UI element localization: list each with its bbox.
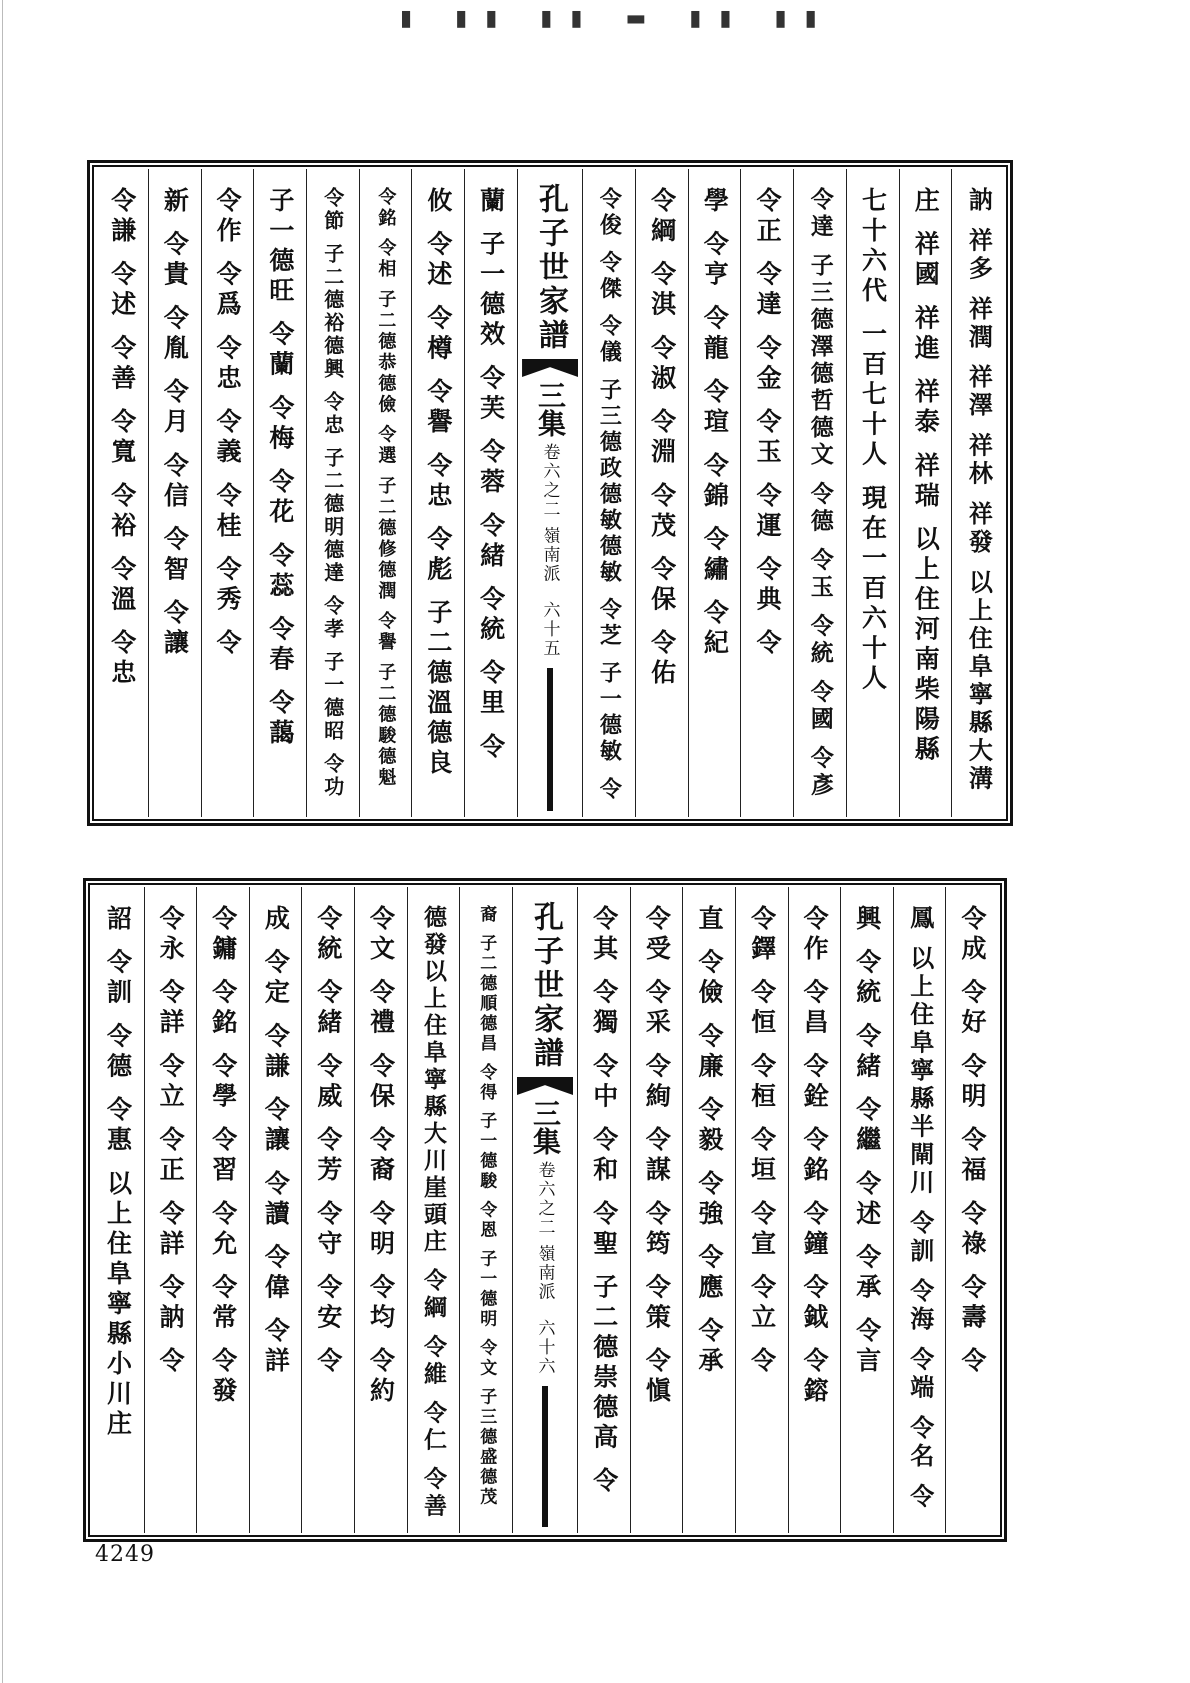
center-fold-column [512,887,578,1533]
column-text: 德發以上住阜寧縣大川崖頭庄 令綱 令維 令仁 令善 [420,905,447,1521]
text-column [635,169,688,817]
text-column [196,887,249,1533]
book-title: 孔子世家譜 [528,901,563,1071]
text-column [846,169,899,817]
text-column [688,169,741,817]
text-column [201,169,254,817]
text-column [735,887,788,1533]
juan-label: 卷六之二 嶺南派 [534,1161,555,1302]
volume-label: 三集 [534,381,568,437]
text-column [92,887,144,1533]
text-column [359,169,412,817]
column-text: 令受 令采 令絢 令謀 令筠 令策 令愼 [642,905,672,1408]
column-text: 訥 祥多 祥潤 祥澤 祥林 祥發 以上住阜寧縣大溝 [964,187,994,794]
text-column [144,887,197,1533]
column-text: 直 令儉 令廉 令毅 令強 令應 令承 [694,905,724,1378]
text-column [740,169,793,817]
column-text: 蘭 子一德效 令芙 令蓉 令緒 令統 令里 令 [476,187,506,763]
column-text: 令綱 令淇 令淑 令淵 令茂 令保 令佑 [647,187,677,690]
column-text: 興 令統 令緒 令繼 令述 令承 令言 [852,905,882,1378]
column-text: 令銘 令相 子二德恭德儉 令選 子二德修德潤 令譽 子二德駿德魁 [375,187,397,789]
text-column [582,169,635,817]
book-title: 孔子世家譜 [533,183,569,353]
column-text: 詔 令訓 令德 令惠 以上住阜寧縣小川庄 [103,905,133,1440]
column-text: 令其 令獨 令中 令和 令聖 子二德崇德高 令 [589,905,619,1498]
column-text: 令正 令達 令金 令玉 令運 令典 令 [753,187,783,660]
scan-edge-line [2,0,3,1683]
column-text: 令達 子三德澤德哲德文 令德 令玉 令統 令國 令彥 [806,187,834,800]
text-column [682,887,735,1533]
column-text: 新 令貴 令胤 令月 令信 令智 令讓 [160,187,190,660]
genealogy-page-bottom [83,878,1007,1542]
column-text: 成 令定 令謙 令讓 令讀 令偉 令詳 [261,905,291,1378]
text-column [407,887,460,1533]
text-column [354,887,407,1533]
column-text: 令永 令詳 令立 令正 令詳 令訥 令 [156,905,186,1378]
column-text: 庄 祥國 祥進 祥泰 祥瑞 以上住河南柴陽縣 [911,187,941,766]
bleed-through-noise: ▮ ▮▮ ▮▮ ▬ ▮▮ ▮▮ [400,6,835,31]
folio-number: 六十六 [534,1319,555,1377]
page-number: 4249 [95,1542,155,1567]
column-text: 攸 令述 令樽 令譽 令忠 令彪 子二德溫德良 [423,187,453,780]
text-column [411,169,464,817]
fishtail-mark [517,1077,573,1095]
text-column [840,887,893,1533]
center-rule [547,668,553,811]
text-column [793,169,846,817]
text-column [893,887,946,1533]
folio-number: 六十五 [539,601,560,659]
text-column [577,887,630,1533]
column-text: 令作 令爲 令忠 令義 令桂 令秀 令 [213,187,243,660]
center-rule [542,1386,548,1527]
text-column [945,887,998,1533]
column-text: 鳳 以上住阜寧縣半閘川 令訓 令海 令端 令名 令 [905,905,935,1512]
text-column [630,887,683,1533]
column-text: 令俊 令傑 令儀 子三德政德敏德敏 令芝 子一德敏 令 [596,187,623,803]
column-text: 令鐸 令恒 令桓 令垣 令宣 令立 令 [747,905,777,1378]
column-text: 令謙 令述 令善 令寬 令裕 令溫 令忠 [107,187,137,690]
column-text: 子一德旺 令蘭 令梅 令花 令蕊 令春 令藹 [265,187,295,750]
text-column [899,169,952,817]
column-text: 令文 令禮 令保 令裔 令明 令均 令約 [366,905,396,1408]
text-column [788,887,841,1533]
text-column [253,169,306,817]
column-text: 令鏞 令銘 令學 令習 令允 令常 令發 [208,905,238,1408]
text-column [306,169,359,817]
text-column [301,887,354,1533]
column-text: 令統 令緒 令威 令芳 令守 令安 令 [313,905,343,1378]
column-text: 學 令亨 令龍 令瑄 令錦 令繡 令紀 [700,187,730,660]
column-text: 令節 子二德裕德興 令忠 子二德明德達 令孝 子一德昭 令功 [320,187,345,799]
column-text: 裔 子二德順德昌 令得 子一德駿 令恩 子一德明 令文 子三德盛德茂 [476,905,497,1508]
fishtail-mark [522,359,578,377]
center-fold-column [517,169,583,817]
text-column [249,887,302,1533]
juan-label: 卷六之二 嶺南派 [539,443,560,584]
text-column [464,169,517,817]
text-column [96,169,148,817]
volume-label: 三集 [529,1099,562,1155]
column-text: 令成 令好 令明 令福 令祿 令壽 令 [957,905,987,1378]
text-column [148,169,201,817]
text-column [459,887,512,1533]
column-text: 令作 令昌 令銓 令銘 令鐘 令鉞 令鎔 [800,905,830,1408]
genealogy-page-top [87,160,1013,826]
text-column [951,169,1004,817]
column-text: 七十六代 一百七十人 現在一百六十人 [858,187,888,695]
